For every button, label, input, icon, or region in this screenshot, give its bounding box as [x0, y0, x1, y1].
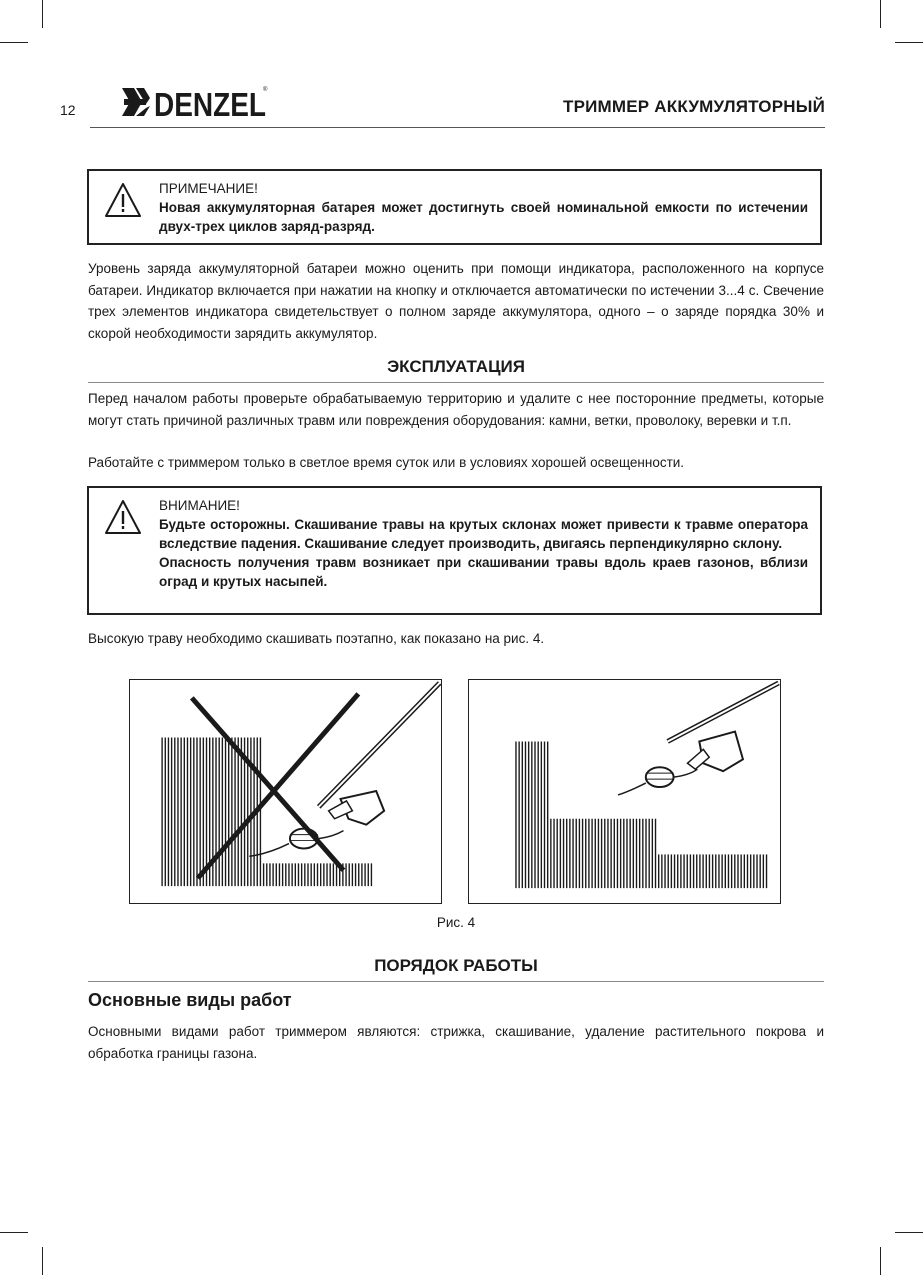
figure-incorrect [129, 679, 442, 904]
crop-mark [0, 1232, 28, 1233]
cross-mark [192, 698, 344, 870]
crop-mark [895, 1232, 923, 1233]
section-title-work-order: ПОРЯДОК РАБОТЫ [374, 956, 538, 975]
section-divider [88, 981, 824, 982]
warning-box [87, 486, 822, 615]
warning-triangle-icon [103, 498, 143, 536]
operation-paragraph-1: Перед началом работы проверьте обрабатываемую территорию и удалите с нее посторонние предметы, которые могут стать причиной различных травм или повреждения оборудования: камни, ветки, проволоку, веревки и т.п. [88, 391, 824, 428]
header-divider [90, 127, 825, 128]
note-label: ПРИМЕЧАНИЕ! [159, 181, 258, 196]
warning-text-1: Будьте осторожны. Скашивание травы на крутых склонах может привести к травме оператора вследствие падения. Скашивание следует производить, двигаясь перпендикулярно склону. [159, 517, 808, 551]
operation-paragraph-2: Работайте с триммером только в светлое время суток или в условиях хорошей освещенности. [88, 455, 685, 470]
note-text: Новая аккумуляторная батарея может достигнуть своей номинальной емкости по истечении двух-трех циклов заряд-разряд. [159, 200, 808, 234]
tall-grass-paragraph: Высокую траву необходимо скашивать поэтапно, как показано на рис. 4. [88, 631, 545, 646]
charge-paragraph: Уровень заряда аккумуляторной батареи можно оценить при помощи индикатора, расположенного на корпусе батареи. Индикатор включается при нажатии на кнопку и отключается автоматически по истечении 3...4 с. Свечение трех элементов индикатора свидетельствует о полном заряде аккумулятора, одного – о заряде порядка 30% и скорой необходимости зарядить аккумулятор. [88, 261, 824, 341]
crop-mark [880, 1247, 881, 1275]
crop-mark [880, 0, 881, 28]
crop-mark [42, 1247, 43, 1275]
warning-label: ВНИМАНИЕ! [159, 498, 240, 513]
crop-mark [0, 42, 28, 43]
figure-caption: Рис. 4 [436, 915, 476, 930]
svg-text:®: ® [263, 87, 268, 93]
brand-text: DENZEL [154, 86, 266, 122]
denzel-logo [120, 82, 270, 122]
subheading-main-work-types: Основные виды работ [88, 990, 292, 1010]
page-number: 12 [60, 102, 76, 118]
section-title-operation: ЭКСПЛУАТАЦИЯ [387, 357, 525, 376]
correct-cutting-illustration [469, 680, 780, 903]
crop-mark [895, 42, 923, 43]
figure-correct [468, 679, 781, 904]
document-title: ТРИММЕР АККУМУЛЯТОРНЫЙ [563, 97, 825, 116]
work-order-paragraph: Основными видами работ триммером являются: стрижка, скашивание, удаление растительного покрова и обработка границы газона. [88, 1024, 824, 1061]
note-box [87, 169, 822, 245]
warning-triangle-icon [103, 181, 143, 219]
section-divider [88, 382, 824, 383]
warning-text-2: Опасность получения травм возникает при скашивании травы вдоль краев газонов, вблизи оград и крутых насыпей. [159, 555, 808, 589]
crop-mark [42, 0, 43, 28]
incorrect-cutting-illustration [130, 680, 441, 903]
